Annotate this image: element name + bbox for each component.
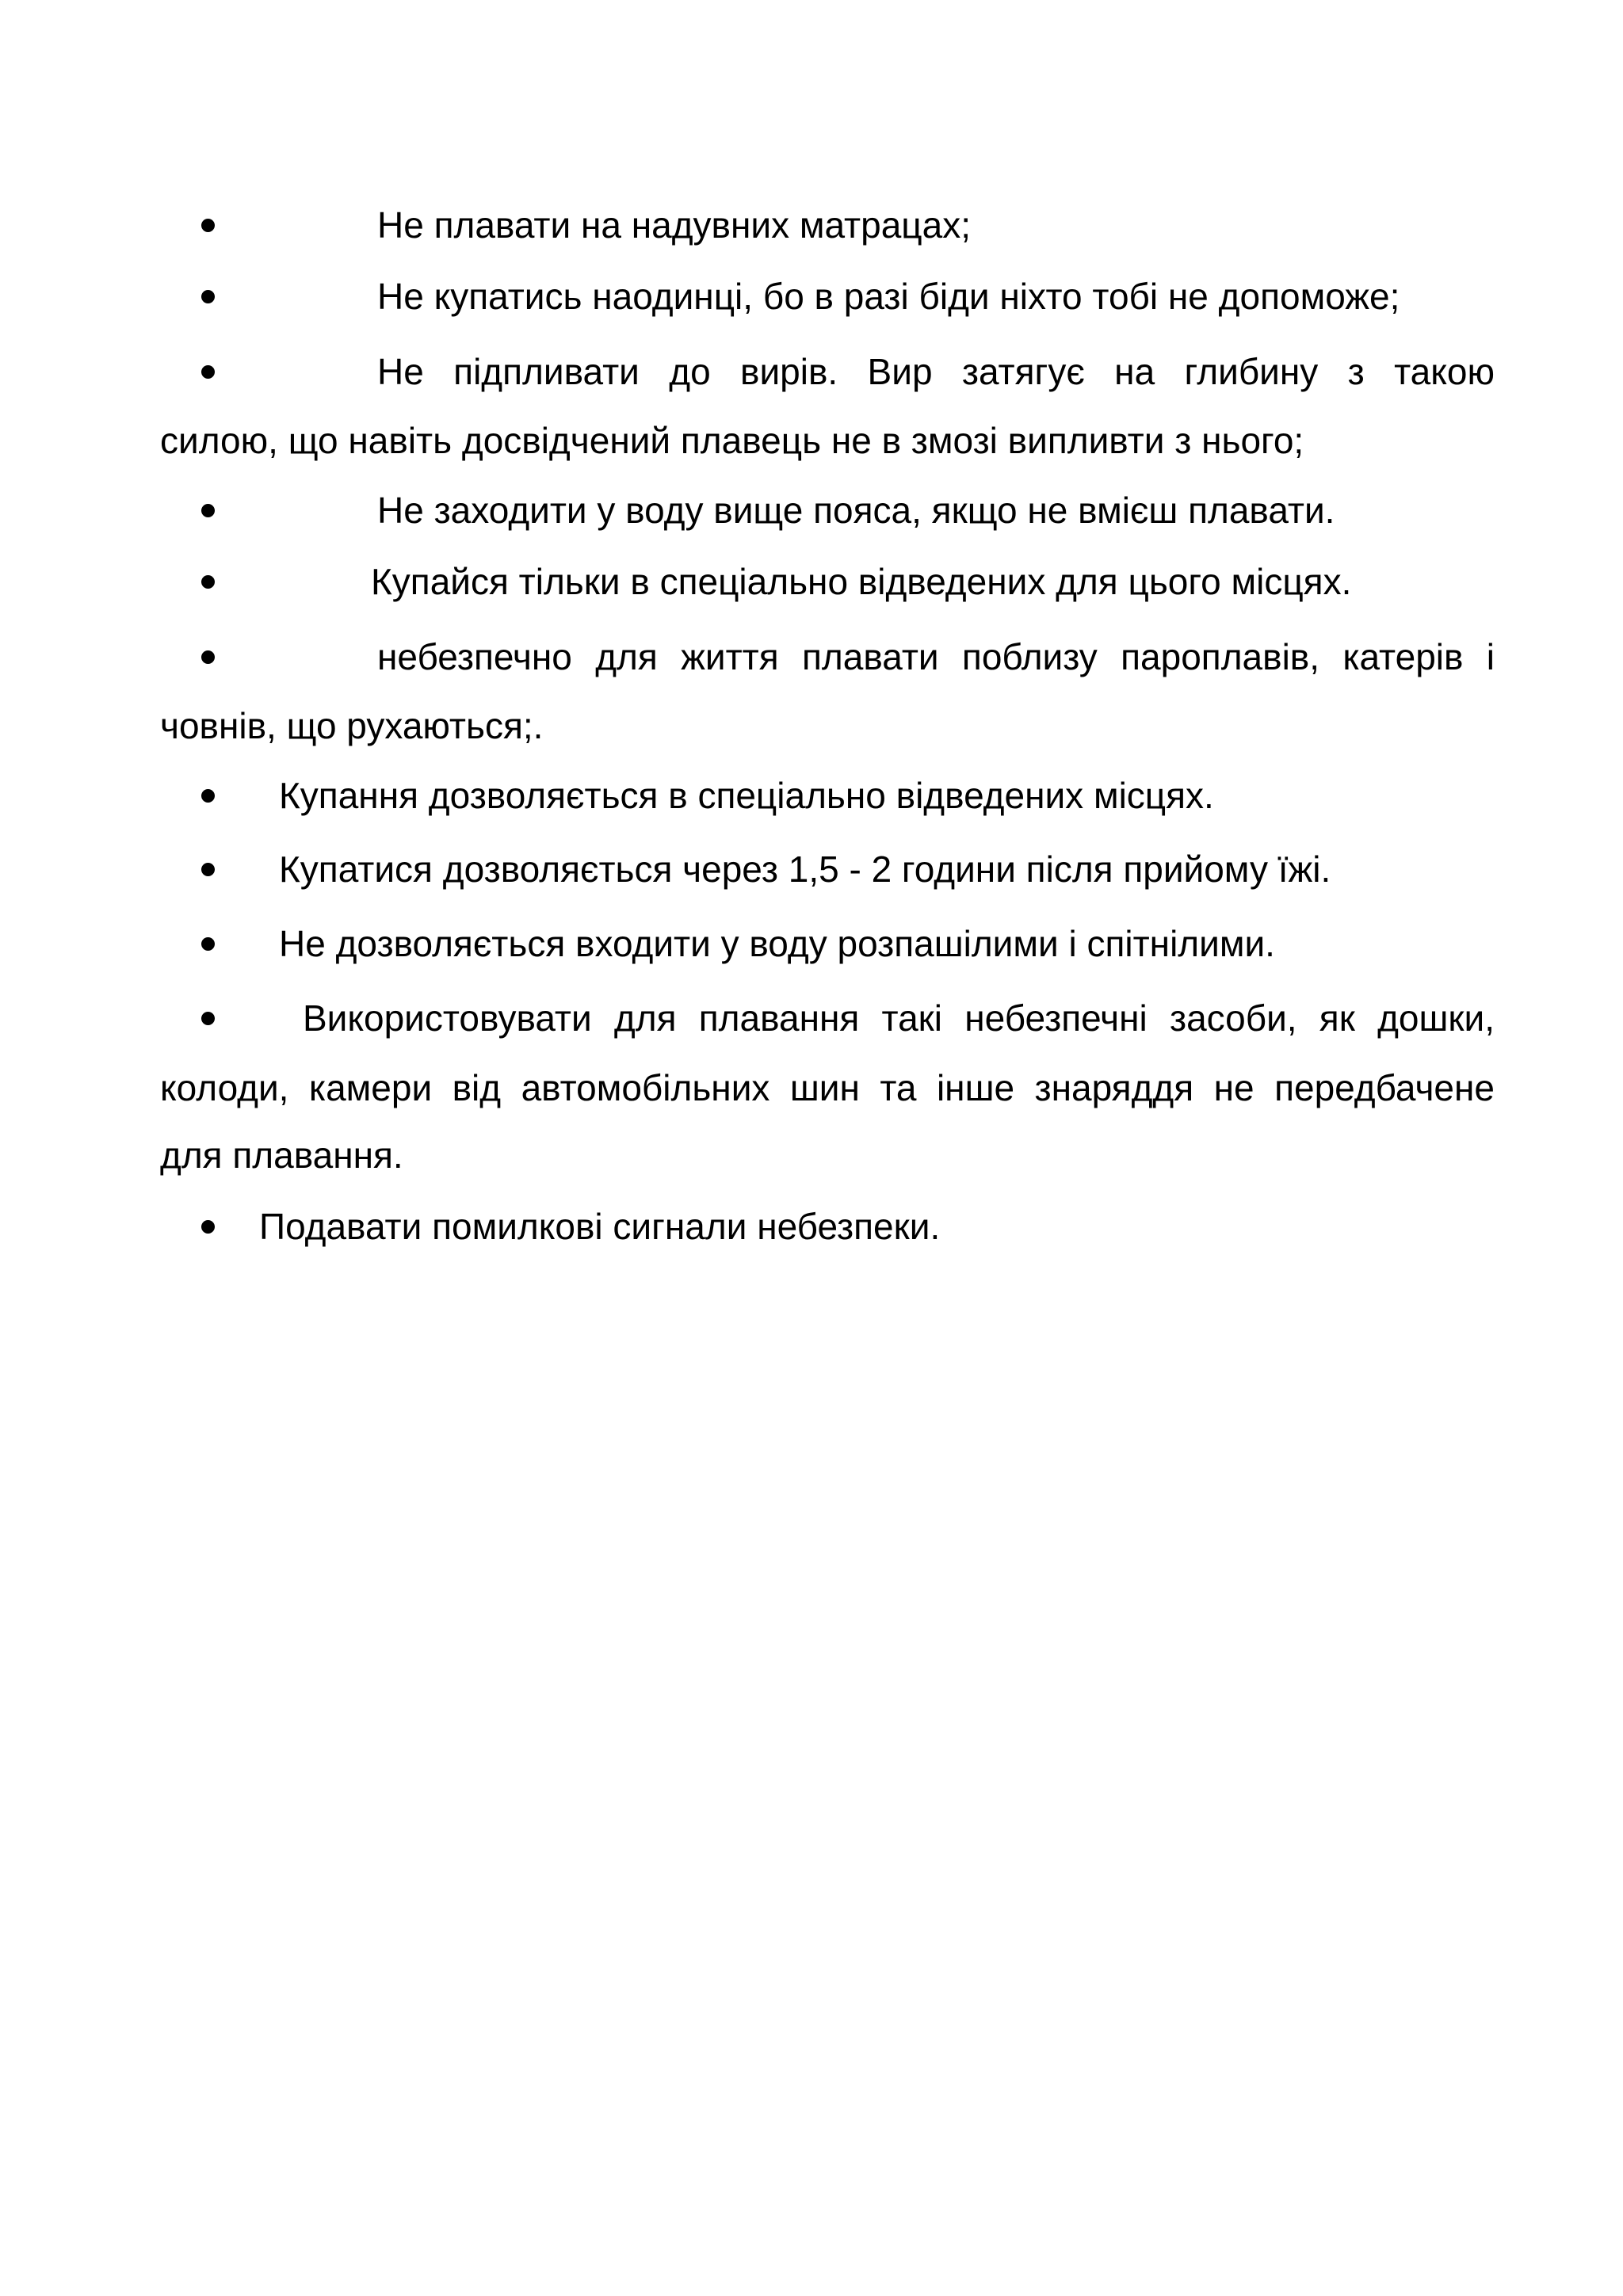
bullet-icon (201, 863, 215, 876)
bullet-icon (201, 219, 215, 232)
bullet-icon (201, 575, 215, 589)
list-item-text: Подавати помилкові сигнали небезпеки. (259, 1206, 941, 1247)
list-item-text: Не купатись наодинці, бо в разі біди ніхто тобі не допоможе; (377, 276, 1400, 317)
list-item-text: Не підпливати до вирів. Вир затягує на глибину з такою (377, 351, 1495, 392)
bullet-icon (201, 937, 215, 951)
list-item-text: Купатися дозволяється через 1,5 - 2 години після прийому їжі. (279, 849, 1331, 890)
list-item-text: Купання дозволяється в спеціально відведених місцях. (279, 775, 1214, 816)
bullet-icon (201, 365, 215, 379)
list-item-text: Використовувати для плавання такі небезпечні засоби, як дошки, (303, 997, 1495, 1039)
list-item-text: Купайся тільки в спеціально відведених для цього місцях. (371, 561, 1352, 602)
list-item-text: Не дозволяється входити у воду розпашілими і спітнілими. (279, 923, 1275, 964)
list-item-text-continued: човнів, що рухаються;. (160, 705, 544, 746)
list-item-text-continued: для плавання. (160, 1135, 403, 1176)
list-item-text-continued: колоди, камери від автомобільних шин та інше знаряддя не передбачене (160, 1067, 1495, 1108)
bullet-icon (201, 1220, 215, 1234)
list-item-text: Не плавати на надувних матрацах; (377, 204, 972, 246)
list-item-text: Не заходити у воду вище пояса, якщо не вмієш плавати. (377, 490, 1335, 531)
list-item-text-continued: силою, що навіть досвідчений плавець не в змозі випливти з нього; (160, 420, 1304, 461)
bullet-icon (201, 290, 215, 303)
bullet-icon (201, 789, 215, 803)
bullet-icon (201, 650, 215, 664)
bullet-icon (201, 504, 215, 517)
list-item-text: небезпечно для життя плавати поблизу пароплавів, катерів і (377, 636, 1495, 677)
bullet-icon (201, 1012, 215, 1025)
